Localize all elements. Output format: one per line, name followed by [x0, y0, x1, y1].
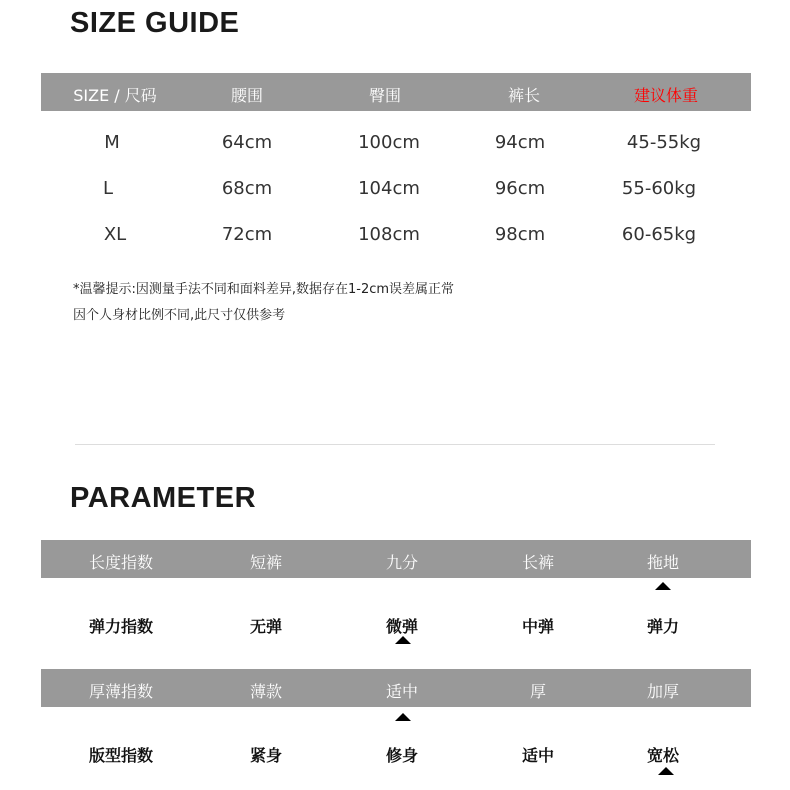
waist-cell: 68cm	[221, 178, 273, 199]
length-cell: 96cm	[494, 178, 546, 199]
waist-cell: 64cm	[221, 132, 273, 153]
selected-marker-icon	[658, 767, 674, 775]
header-hip: 臀围	[368, 86, 402, 105]
thickness-option-extra-thick: 加厚	[646, 682, 680, 701]
size-table-header	[41, 73, 751, 111]
hip-cell: 100cm	[358, 132, 420, 153]
fit-option-regular: 适中	[521, 746, 555, 765]
size-cell: L	[102, 178, 114, 199]
length-option-long: 长裤	[521, 553, 555, 572]
table-row	[0, 128, 790, 158]
header-weight: 建议体重	[633, 86, 699, 105]
thickness-index-bar	[41, 669, 751, 707]
elasticity-index-label: 弹力指数	[88, 617, 154, 636]
length-cell: 98cm	[494, 224, 546, 245]
fit-index-row	[0, 743, 790, 767]
fit-option-tight: 紧身	[249, 746, 283, 765]
thickness-option-thin: 薄款	[249, 682, 283, 701]
elasticity-option-medium: 中弹	[521, 617, 555, 636]
weight-cell: 45-55kg	[626, 132, 702, 153]
section-divider	[75, 444, 715, 445]
weight-cell: 60-65kg	[621, 224, 697, 245]
length-index-bar	[41, 540, 751, 578]
elasticity-option-none: 无弹	[249, 617, 283, 636]
selected-marker-icon	[395, 636, 411, 644]
elasticity-index-row	[0, 614, 790, 638]
header-length: 裤长	[507, 86, 541, 105]
length-option-floor: 拖地	[646, 553, 680, 572]
table-row	[0, 220, 790, 250]
waist-cell: 72cm	[221, 224, 273, 245]
length-option-cropped: 九分	[385, 553, 419, 572]
size-cell: M	[104, 132, 120, 153]
measurement-note: *温馨提示:因测量手法不同和面料差异,数据存在1-2cm误差属正常	[73, 282, 455, 297]
length-option-shorts: 短裤	[249, 553, 283, 572]
elasticity-option-slight: 微弹	[385, 617, 419, 636]
thickness-index-label: 厚薄指数	[88, 682, 154, 701]
hip-cell: 104cm	[358, 178, 420, 199]
fit-option-slim: 修身	[385, 746, 419, 765]
reference-note: 因个人身材比例不同,此尺寸仅供参考	[73, 308, 286, 323]
selected-marker-icon	[395, 713, 411, 721]
parameter-title: PARAMETER	[70, 482, 257, 514]
thickness-option-medium: 适中	[385, 682, 419, 701]
table-row	[0, 174, 790, 204]
elasticity-option-stretch: 弹力	[646, 617, 680, 636]
hip-cell: 108cm	[358, 224, 420, 245]
length-index-label: 长度指数	[88, 553, 154, 572]
fit-option-loose: 宽松	[646, 746, 680, 765]
size-guide-title: SIZE GUIDE	[70, 7, 240, 39]
selected-marker-icon	[655, 582, 671, 590]
thickness-option-thick: 厚	[529, 682, 547, 701]
fit-index-label: 版型指数	[88, 746, 154, 765]
header-size: SIZE / 尺码	[73, 86, 157, 105]
weight-cell: 55-60kg	[621, 178, 697, 199]
header-waist: 腰围	[230, 86, 264, 105]
size-cell: XL	[103, 224, 127, 245]
length-cell: 94cm	[494, 132, 546, 153]
